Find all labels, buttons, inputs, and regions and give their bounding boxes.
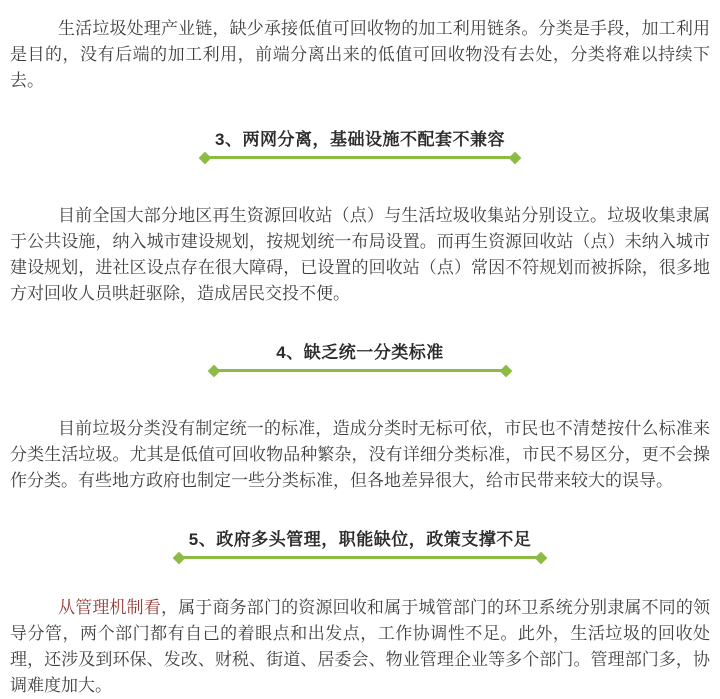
- diamond-icon: [208, 364, 221, 377]
- paragraph-section-5-rest: ，属于商务部门的资源回收和属于城管部门的环卫系统分别隶属不同的领导分管，两个部门都有自己的着眼点和出发点，工作协调性不足。此外，生活垃圾的回收处理，还涉及到环保、发改、财税、街道、居委会、物业管理企业等多个部门。管理部门多，协调难度加大。: [10, 598, 711, 695]
- diamond-icon: [500, 364, 513, 377]
- paragraph-section-3: 目前全国大部分地区再生资源回收站（点）与生活垃圾收集站分别设立。垃圾收集隶属于公共设施，纳入城市建设规划，按规划统一布局设置。而再生资源回收站（点）未纳入城市建设规划，进社区设点存在很大障碍，已设置的回收站（点）常因不符规划而被拆除，很多地方对回收人员哄赶驱除，造成居民交投不便。: [10, 206, 710, 303]
- green-divider: [214, 369, 506, 372]
- section-heading-5-title: 5、政府多头管理，职能缺位，政策支撑不足: [188, 530, 532, 549]
- section-heading-4-title: 4、缺乏统一分类标准: [276, 343, 444, 362]
- diamond-icon: [199, 151, 212, 164]
- paragraph-section-4: 目前垃圾分类没有制定统一的标准，造成分类时无标可依，市民也不清楚按什么标准来分类生活垃圾。尤其是低值可回收物品种繁杂，没有详细分类标准，市民不易区分，更不会操作分类。有些地方政府也制定一些分类标准，但各地差异很大，给市民带来较大的误导。: [10, 419, 710, 490]
- emphasis-red-text: 从管理机制看: [58, 598, 161, 617]
- section-heading-3: [10, 128, 710, 159]
- diamond-icon: [535, 551, 548, 564]
- paragraph-section-5: [10, 595, 710, 699]
- green-divider: [179, 556, 541, 559]
- section-heading-4: [10, 341, 710, 372]
- diamond-icon: [509, 151, 522, 164]
- green-divider: [205, 156, 515, 159]
- section-heading-3-title: 3、两网分离，基础设施不配套不兼容: [215, 130, 505, 149]
- section-heading-5: [10, 528, 710, 559]
- diamond-icon: [173, 551, 186, 564]
- paragraph-intro: 生活垃圾处理产业链，缺少承接低值可回收物的加工利用链条。分类是手段，加工利用是目的，没有后端的加工利用，前端分离出来的低值可回收物没有去处，分类将难以持续下去。: [10, 19, 710, 90]
